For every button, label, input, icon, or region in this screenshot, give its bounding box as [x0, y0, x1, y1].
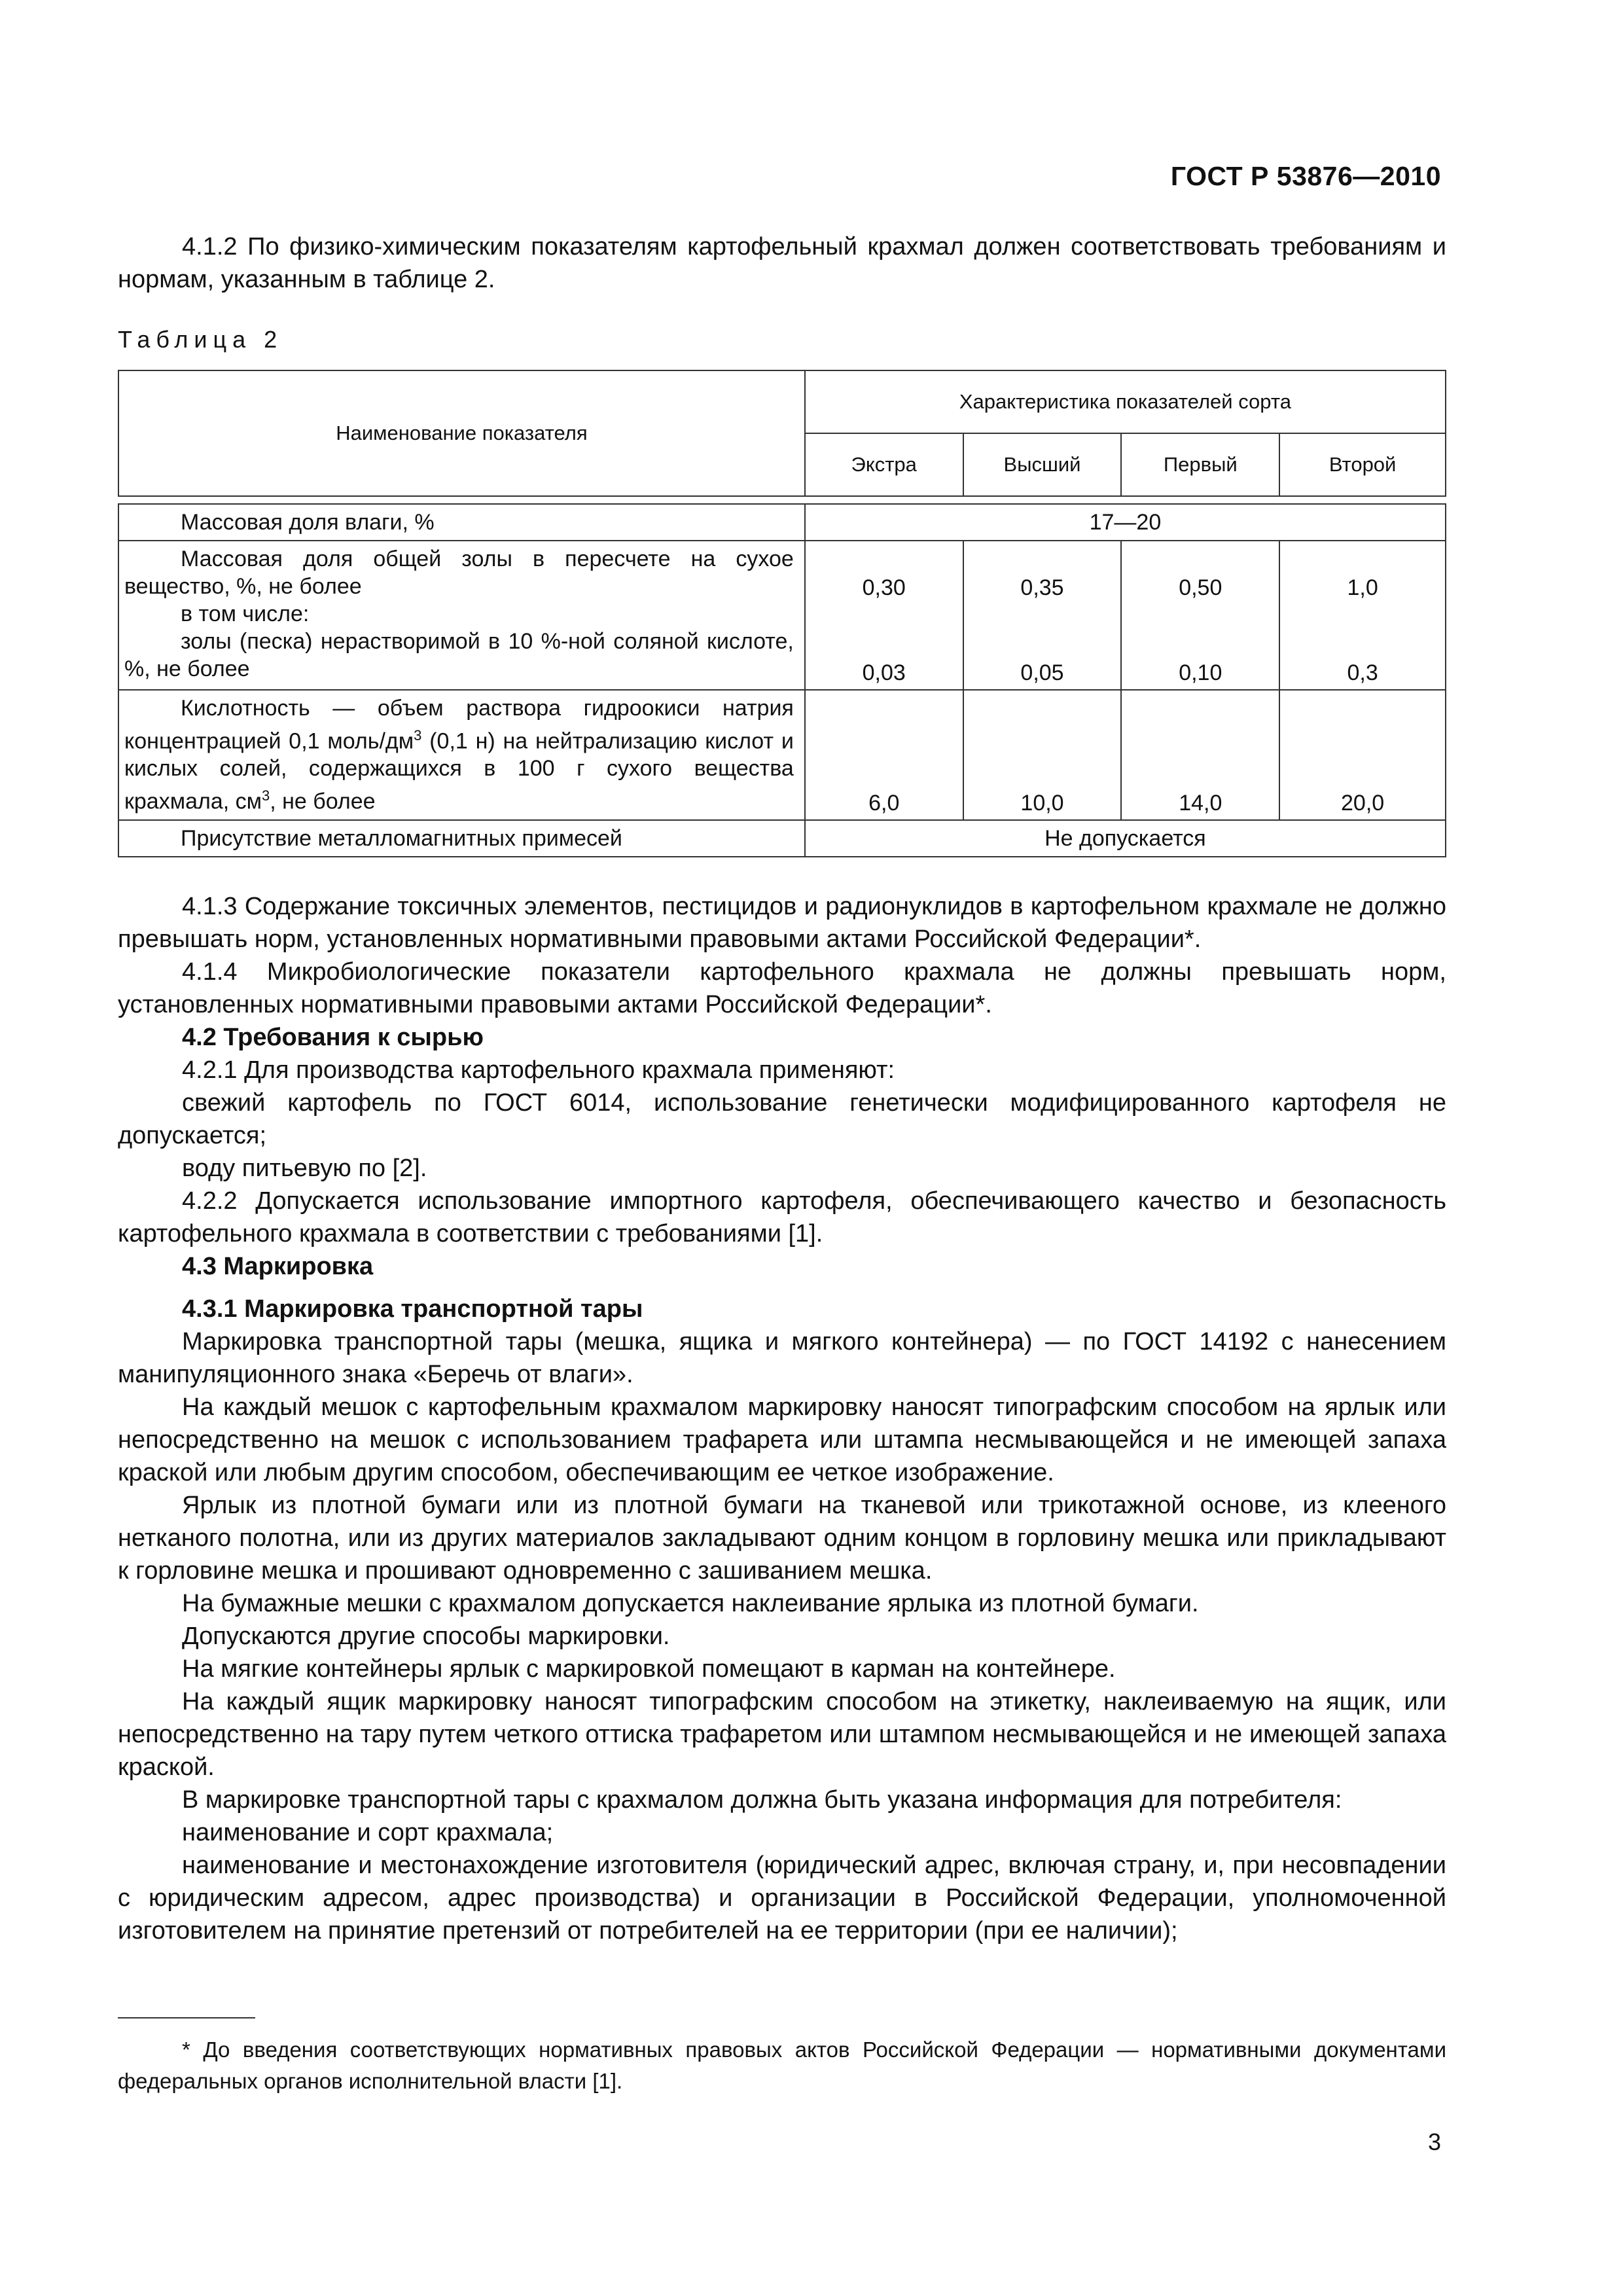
- cell-value: 0,10: [1179, 660, 1222, 685]
- paragraph-marking-2: На каждый мешок с картофельным крахмалом маркировку наносят типографским способом на ярлык или непосредственно на мешок с использованием трафарета или штампа несмывающейся и не имеющей запаха краской или любым другим способом, обеспечивающим ее четкое изображение.: [118, 1393, 1446, 1486]
- cell-value: 0,03: [862, 660, 906, 685]
- table-row: [118, 690, 1446, 820]
- cell-value: 6,0: [805, 690, 963, 820]
- column-group-header: Характеристика показателей сорта: [805, 370, 1446, 433]
- page-number: 3: [1427, 2128, 1441, 2155]
- paragraph-marking-3: Ярлык из плотной бумаги или из плотной бумаги на тканевой или трикотажной основе, из клееного нетканого полотна, или из других материалов закладывают одним концом в горловину мешка или прикладывают к горловине мешка и прошивают одновременно с зашиванием мешка.: [118, 1492, 1446, 1585]
- paragraph-4-2-1: 4.2.1 Для производства картофельного крахмала применяют:: [182, 1056, 895, 1084]
- table-caption: Таблица 2: [118, 326, 283, 353]
- grade-header-highest: Высший: [963, 433, 1122, 496]
- grade-header-extra: Экстра: [805, 433, 963, 496]
- cell-value: 0,50: [1179, 575, 1222, 600]
- row-label-metal-impurities: Присутствие металломагнитных примесей: [181, 825, 622, 851]
- cell-value: 1,0: [1347, 575, 1378, 600]
- paragraph-marking-8: В маркировке транспортной тары с крахмалом должна быть указана информация для потребителя:: [182, 1786, 1342, 1814]
- heading-4-2: 4.2 Требования к сырью: [182, 1024, 484, 1051]
- paragraph-marking-10: наименование и местонахождение изготовителя (юридический адрес, включая страну, и, при несовпадении с юридическим адресом, адрес производства) и организации в Российской Федерации, уполномоченной изготовителем на принятие претензий от потребителей на ее территории (при ее наличии);: [118, 1852, 1446, 1945]
- paragraph-4-2-1-item-water: воду питьевую по [2].: [182, 1155, 427, 1182]
- row-label-including: в том числе:: [181, 601, 310, 626]
- footnote: * До введения соответствующих нормативных правовых актов Российской Федерации — нормативными документами федеральных органов исполнительной власти [1].: [118, 2037, 1446, 2093]
- paragraph-4-1-3: 4.1.3 Содержание токсичных элементов, пестицидов и радионуклидов в картофельном крахмале не должно превышать норм, установленных нормативными правовыми актами Российской Федерации*.: [118, 893, 1446, 953]
- cell-value: 0,35: [1020, 575, 1064, 600]
- cell-value: 20,0: [1279, 690, 1446, 820]
- paragraph-4-1-4: 4.1.4 Микробиологические показатели картофельного крахмала не должны превышать норм, установленных нормативными правовыми актами Российской Федерации*.: [118, 958, 1446, 1018]
- row-label-ash: Массовая доля общей золы в пересчете на сухое вещество, %, не более: [124, 547, 794, 599]
- cell-value: 0,05: [1020, 660, 1064, 685]
- table-row: [118, 504, 1446, 541]
- cell-value: 0,30: [862, 575, 906, 600]
- table-row: [118, 820, 1446, 857]
- row-label-moisture: Массовая доля влаги, %: [181, 510, 435, 535]
- paragraph-4-2-2: 4.2.2 Допускается использование импортного картофеля, обеспечивающего качество и безопасность картофельного крахмала в соответствии с требованиями [1].: [118, 1187, 1446, 1247]
- heading-4-3-1: 4.3.1 Маркировка транспортной тары: [182, 1295, 643, 1323]
- document-code: ГОСТ Р 53876—2010: [1170, 161, 1441, 191]
- cell-value-metal-impurities: Не допускается: [805, 820, 1446, 857]
- column-header-indicator: Наименование показателя: [118, 370, 805, 496]
- paragraph-marking-7: На каждый ящик маркировку наносят типографским способом на этикетку, наклеиваемую на ящик, или непосредственно на тару путем четкого оттиска трафаретом или штампом несмывающейся и не имеющей запаха краской.: [118, 1688, 1446, 1781]
- table-row: [118, 541, 1446, 690]
- row-label-sand: золы (песка) нерастворимой в 10 %-ной соляной кислоте, %, не более: [124, 629, 794, 681]
- heading-4-3: 4.3 Маркировка: [182, 1253, 374, 1280]
- paragraph-4-1-2: 4.1.2 По физико-химическим показателям картофельный крахмал должен соответствовать требованиям и нормам, указанным в таблице 2.: [118, 233, 1446, 293]
- paragraph-marking-4: На бумажные мешки с крахмалом допускается наклеивание ярлыка из плотной бумаги.: [182, 1590, 1199, 1617]
- cell-value: 10,0: [963, 690, 1122, 820]
- cell-value: 14,0: [1121, 690, 1279, 820]
- grade-header-second: Второй: [1279, 433, 1446, 496]
- paragraph-marking-1: Маркировка транспортной тары (мешка, ящика и мягкого контейнера) — по ГОСТ 14192 с нанесением манипуляционного знака «Беречь от влаги».: [118, 1328, 1446, 1388]
- paragraph-marking-5: Допускаются другие способы маркировки.: [182, 1623, 670, 1650]
- requirements-table: [118, 370, 1446, 857]
- paragraph-4-2-1-item-potato: свежий картофель по ГОСТ 6014, использование генетически модифицированного картофеля не допускается;: [118, 1089, 1446, 1149]
- cell-value: 0,3: [1347, 660, 1378, 685]
- paragraph-marking-6: На мягкие контейнеры ярлык с маркировкой помещают в карман на контейнере.: [182, 1655, 1116, 1683]
- row-label-acidity: Кислотность — объем раствора гидроокиси натрия концентрацией 0,1 моль/$дм^3$ (0,1 н) на нейтрализацию кислот и кислых солей, содержащихся в 100 г сухого вещества крахмала, $см^3$, не более: [124, 696, 794, 814]
- paragraph-marking-9: наименование и сорт крахмала;: [182, 1819, 554, 1846]
- cell-value-moisture: 17—20: [805, 504, 1446, 541]
- footnote-divider: [118, 2017, 255, 2018]
- grade-header-first: Первый: [1121, 433, 1279, 496]
